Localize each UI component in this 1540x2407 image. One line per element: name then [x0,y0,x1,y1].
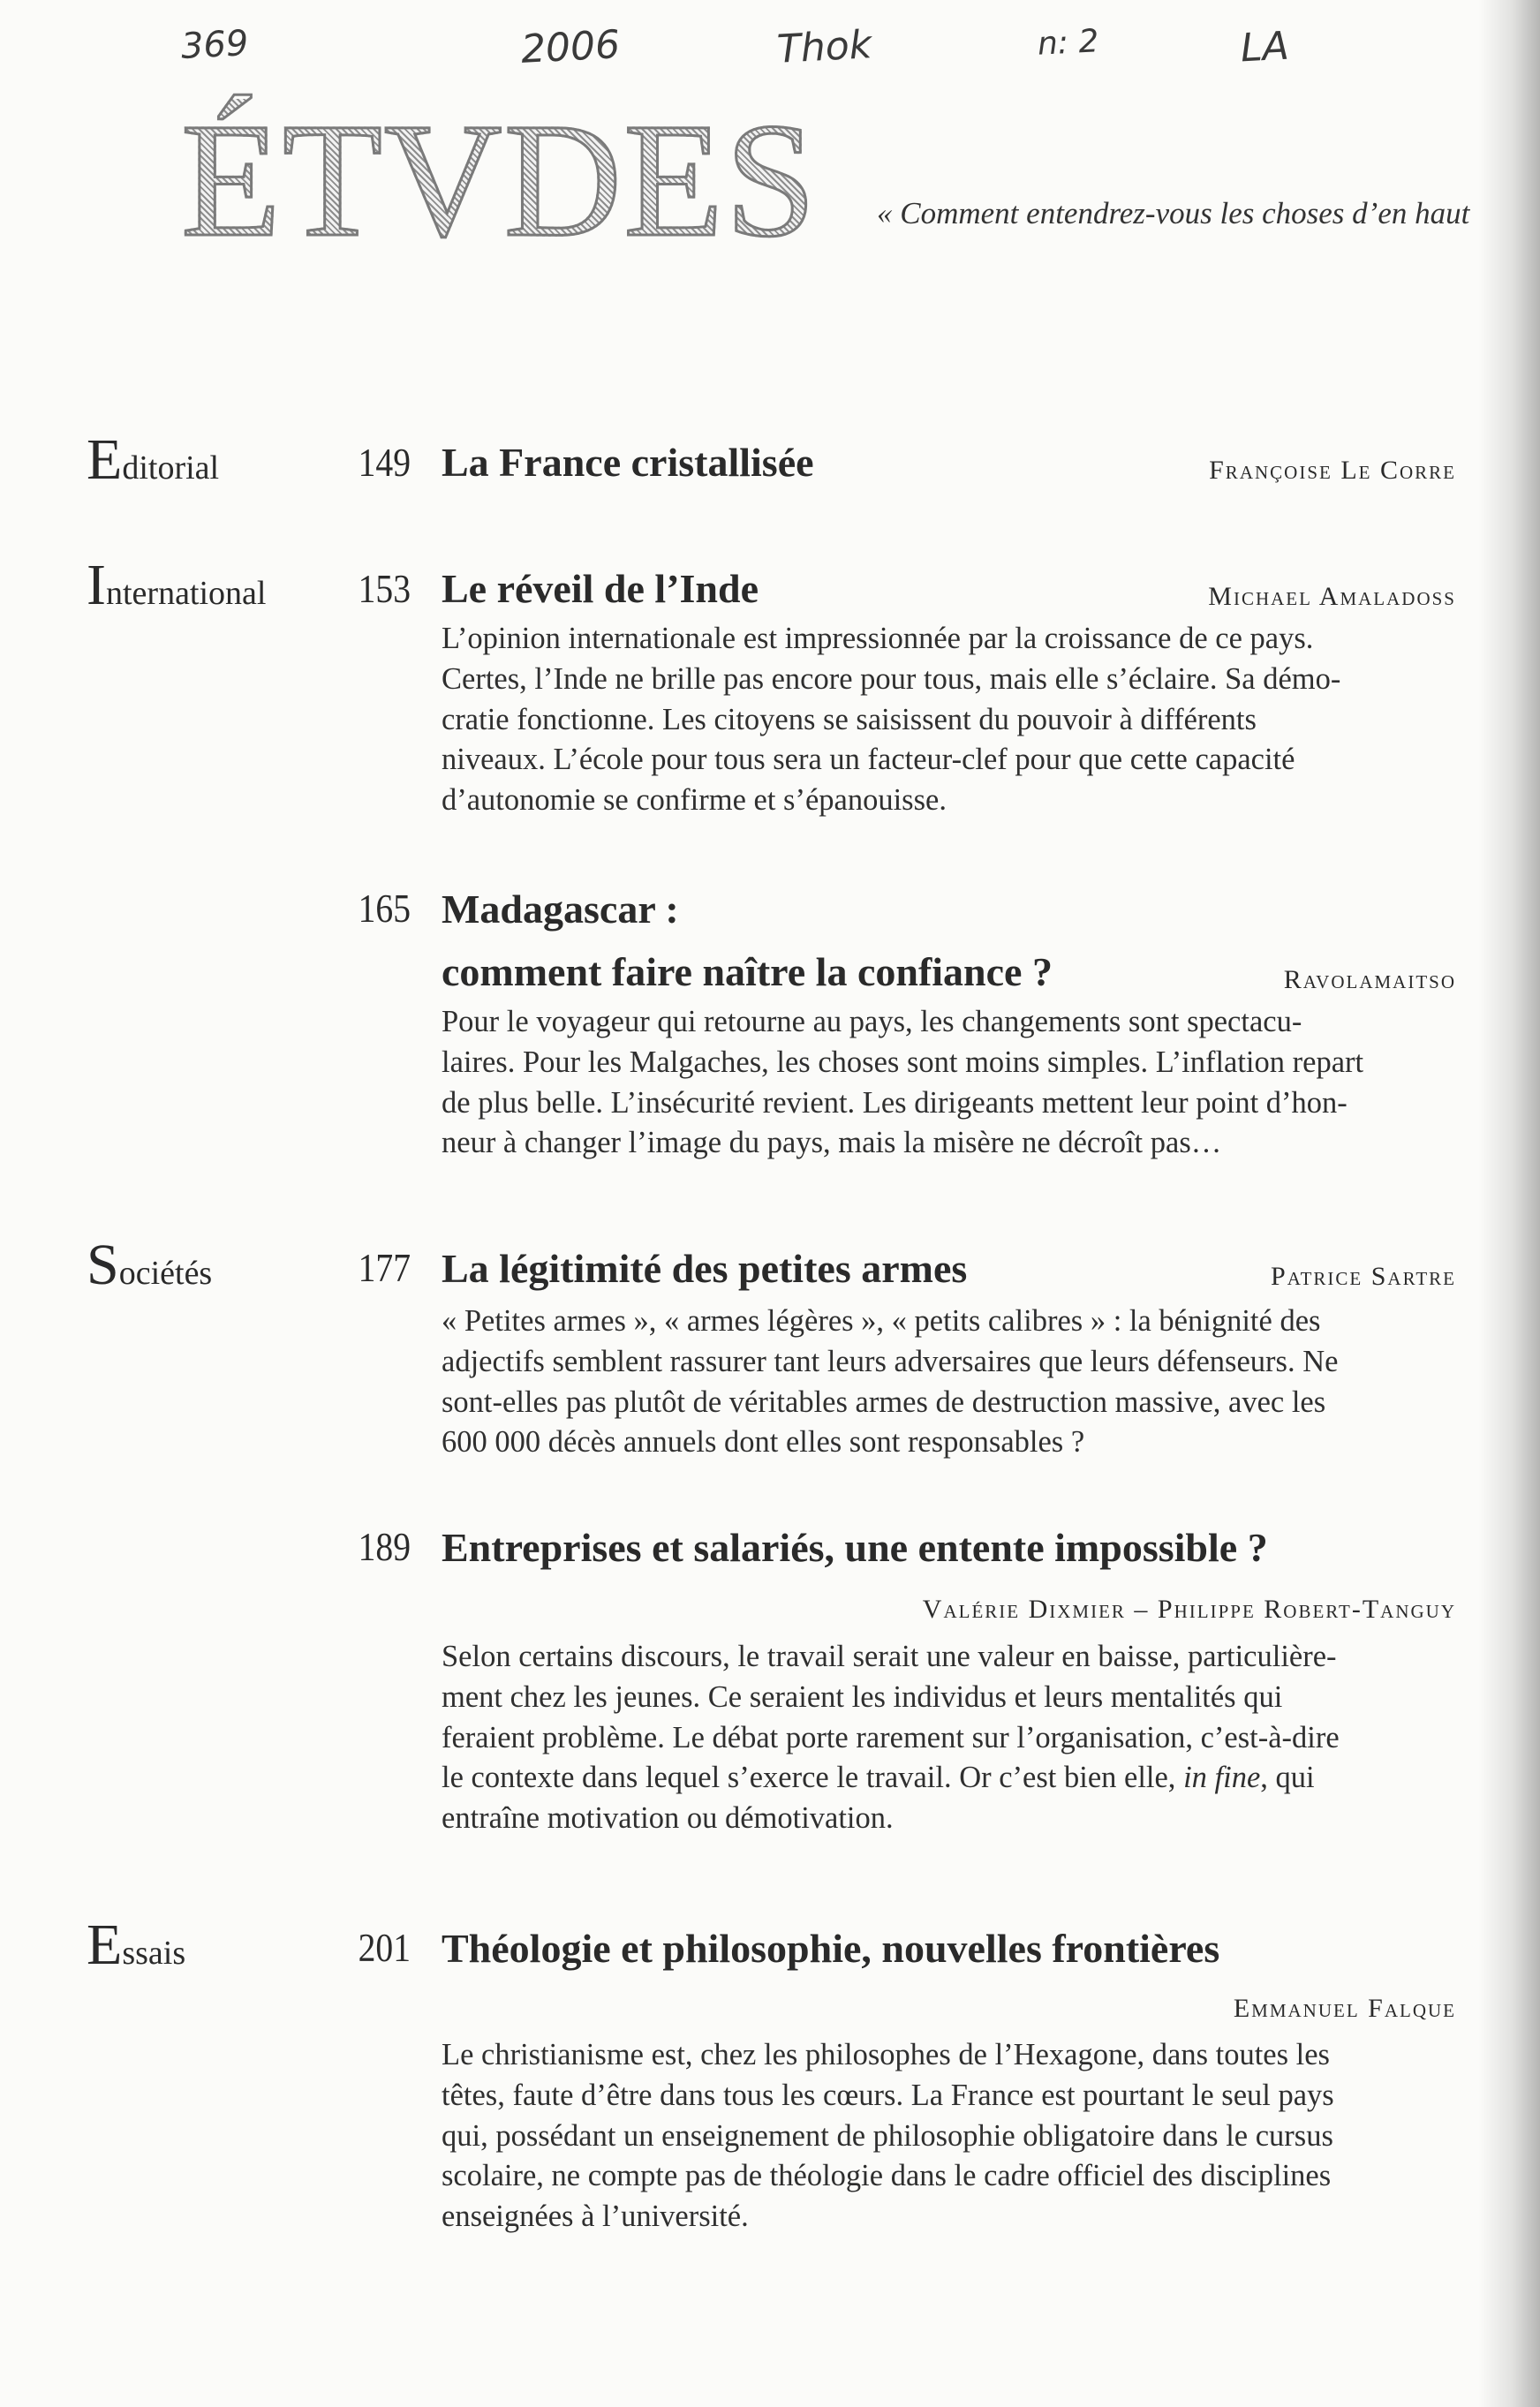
abstract-line: entraîne motivation ou démotivation. [442,1801,894,1836]
article-title: La légitimité des petites armes [442,1246,968,1291]
section-rest: nternational [105,575,267,612]
article-title: Entreprises et salariés, une entente impossible ? [442,1525,1268,1570]
abstract-line: têtes, faute d’être dans tous les cœurs. La France est pourtant le seul pays [442,2078,1334,2112]
article-page-number: 201 [358,1926,411,1970]
article-page-number: 153 [358,567,411,611]
article-author: Emmanuel Falque [1233,1994,1456,2023]
article-title-line-1: Madagascar : [442,887,679,932]
section-rest: ditorial [122,449,220,487]
section-initial: E [87,1913,123,1977]
article-title: La France cristallisée [442,440,814,485]
page-binding-shadow [1478,0,1540,2407]
section-rest: ociétés [118,1255,213,1292]
article-author: Françoise Le Corre [1209,456,1456,485]
abstract-line: L’opinion internationale est impressionnée par la croissance de ce pays. [442,622,1314,655]
abstract-text: , qui [1260,1761,1315,1795]
article-abstract [442,2035,1457,2237]
section-label-editorial [87,427,220,492]
article-abstract [442,1002,1457,1164]
handwritten-mark-5: LA [1239,23,1290,72]
section-initial: I [87,553,106,617]
abstract-line: « Petites armes », « armes légères », « petits calibres » : la bénignité des [442,1304,1321,1338]
section-initial: S [87,1233,119,1297]
article-abstract [442,619,1457,821]
article-abstract [442,1637,1457,1839]
article-title: Le réveil de l’Inde [442,566,759,611]
handwritten-mark-3: Thok [775,22,873,72]
abstract-line: feraient problème. Le débat porte rarement sur l’organisation, c’est-à-dire [442,1720,1340,1754]
article-author: Ravolamaitso [1283,965,1456,994]
section-rest: ssais [122,1935,186,1972]
abstract-line: Pour le voyageur qui retourne au pays, les changements sont spectacu- [442,1005,1302,1038]
article-title-line-2: comment faire naître la confiance ? [442,949,1053,994]
article-page-number: 177 [358,1246,411,1290]
abstract-line: laires. Pour les Malgaches, les choses sont moins simples. L’inflation repart [442,1045,1364,1079]
abstract-line: cratie fonctionne. Les citoyens se saisissent du pouvoir à différents [442,702,1257,736]
section-initial: E [87,427,123,492]
handwritten-mark-2: 2006 [519,22,622,72]
abstract-italic: in fine [1183,1761,1261,1795]
article-author: Valérie Dixmier – Philippe Robert-Tanguy [922,1595,1456,1624]
abstract-line: adjectifs semblent rassurer tant leurs adversaires que leurs défenseurs. Ne [442,1344,1339,1378]
article-page-number: 165 [358,887,411,931]
abstract-line: niveaux. L’école pour tous sera un facteur-clef pour que cette capacité [442,743,1295,777]
journal-logo: ÉTVDES [181,90,819,271]
article-page-number: 189 [358,1525,411,1569]
abstract-line: scolaire, ne compte pas de théologie dans le cadre officiel des disciplines [442,2159,1332,2193]
abstract-line: sont-elles pas plutôt de véritables armes de destruction massive, avec les [442,1385,1326,1419]
article-title: Théologie et philosophie, nouvelles frontières [442,1926,1220,1971]
abstract-line: 600 000 décès annuels dont elles sont responsables ? [442,1425,1085,1460]
handwritten-mark-1: 369 [179,23,250,67]
abstract-line: d’autonomie se confirme et s’épanouisse. [442,783,947,818]
abstract-text: le contexte dans lequel s’exerce le travail. Or c’est bien elle, [442,1761,1176,1795]
abstract-line: neur à changer l’image du pays, mais la misère ne décroît pas… [442,1126,1222,1160]
section-label-essais [87,1913,186,1977]
abstract-line: de plus belle. L’insécurité revient. Les dirigeants mettent leur point d’hon- [442,1085,1348,1120]
article-abstract [442,1302,1457,1463]
article-page-number: 149 [358,441,411,485]
handwritten-mark-4: n: 2 [1036,23,1100,63]
abstract-line: ment chez les jeunes. Ce seraient les individus et leurs mentalités qui [442,1679,1283,1714]
section-label-societes [87,1233,213,1297]
abstract-line [442,1758,1457,1799]
abstract-line: enseignées à l’université. [442,2200,749,2234]
section-label-international [87,553,267,617]
abstract-line: Certes, l’Inde ne brille pas encore pour tous, mais elle s’éclaire. Sa démo- [442,661,1341,696]
article-author: Michael Amaladoss [1208,582,1456,611]
abstract-line: qui, possédant un enseignement de philosophie obligatoire dans le cursus [442,2118,1333,2153]
journal-motto: « Comment entendrez-vous les choses d’en haut [877,196,1470,230]
article-author: Patrice Sartre [1271,1262,1456,1291]
abstract-line: Le christianisme est, chez les philosophes de l’Hexagone, dans toutes les [442,2038,1330,2071]
abstract-line: Selon certains discours, le travail serait une valeur en baisse, particulière- [442,1640,1337,1673]
